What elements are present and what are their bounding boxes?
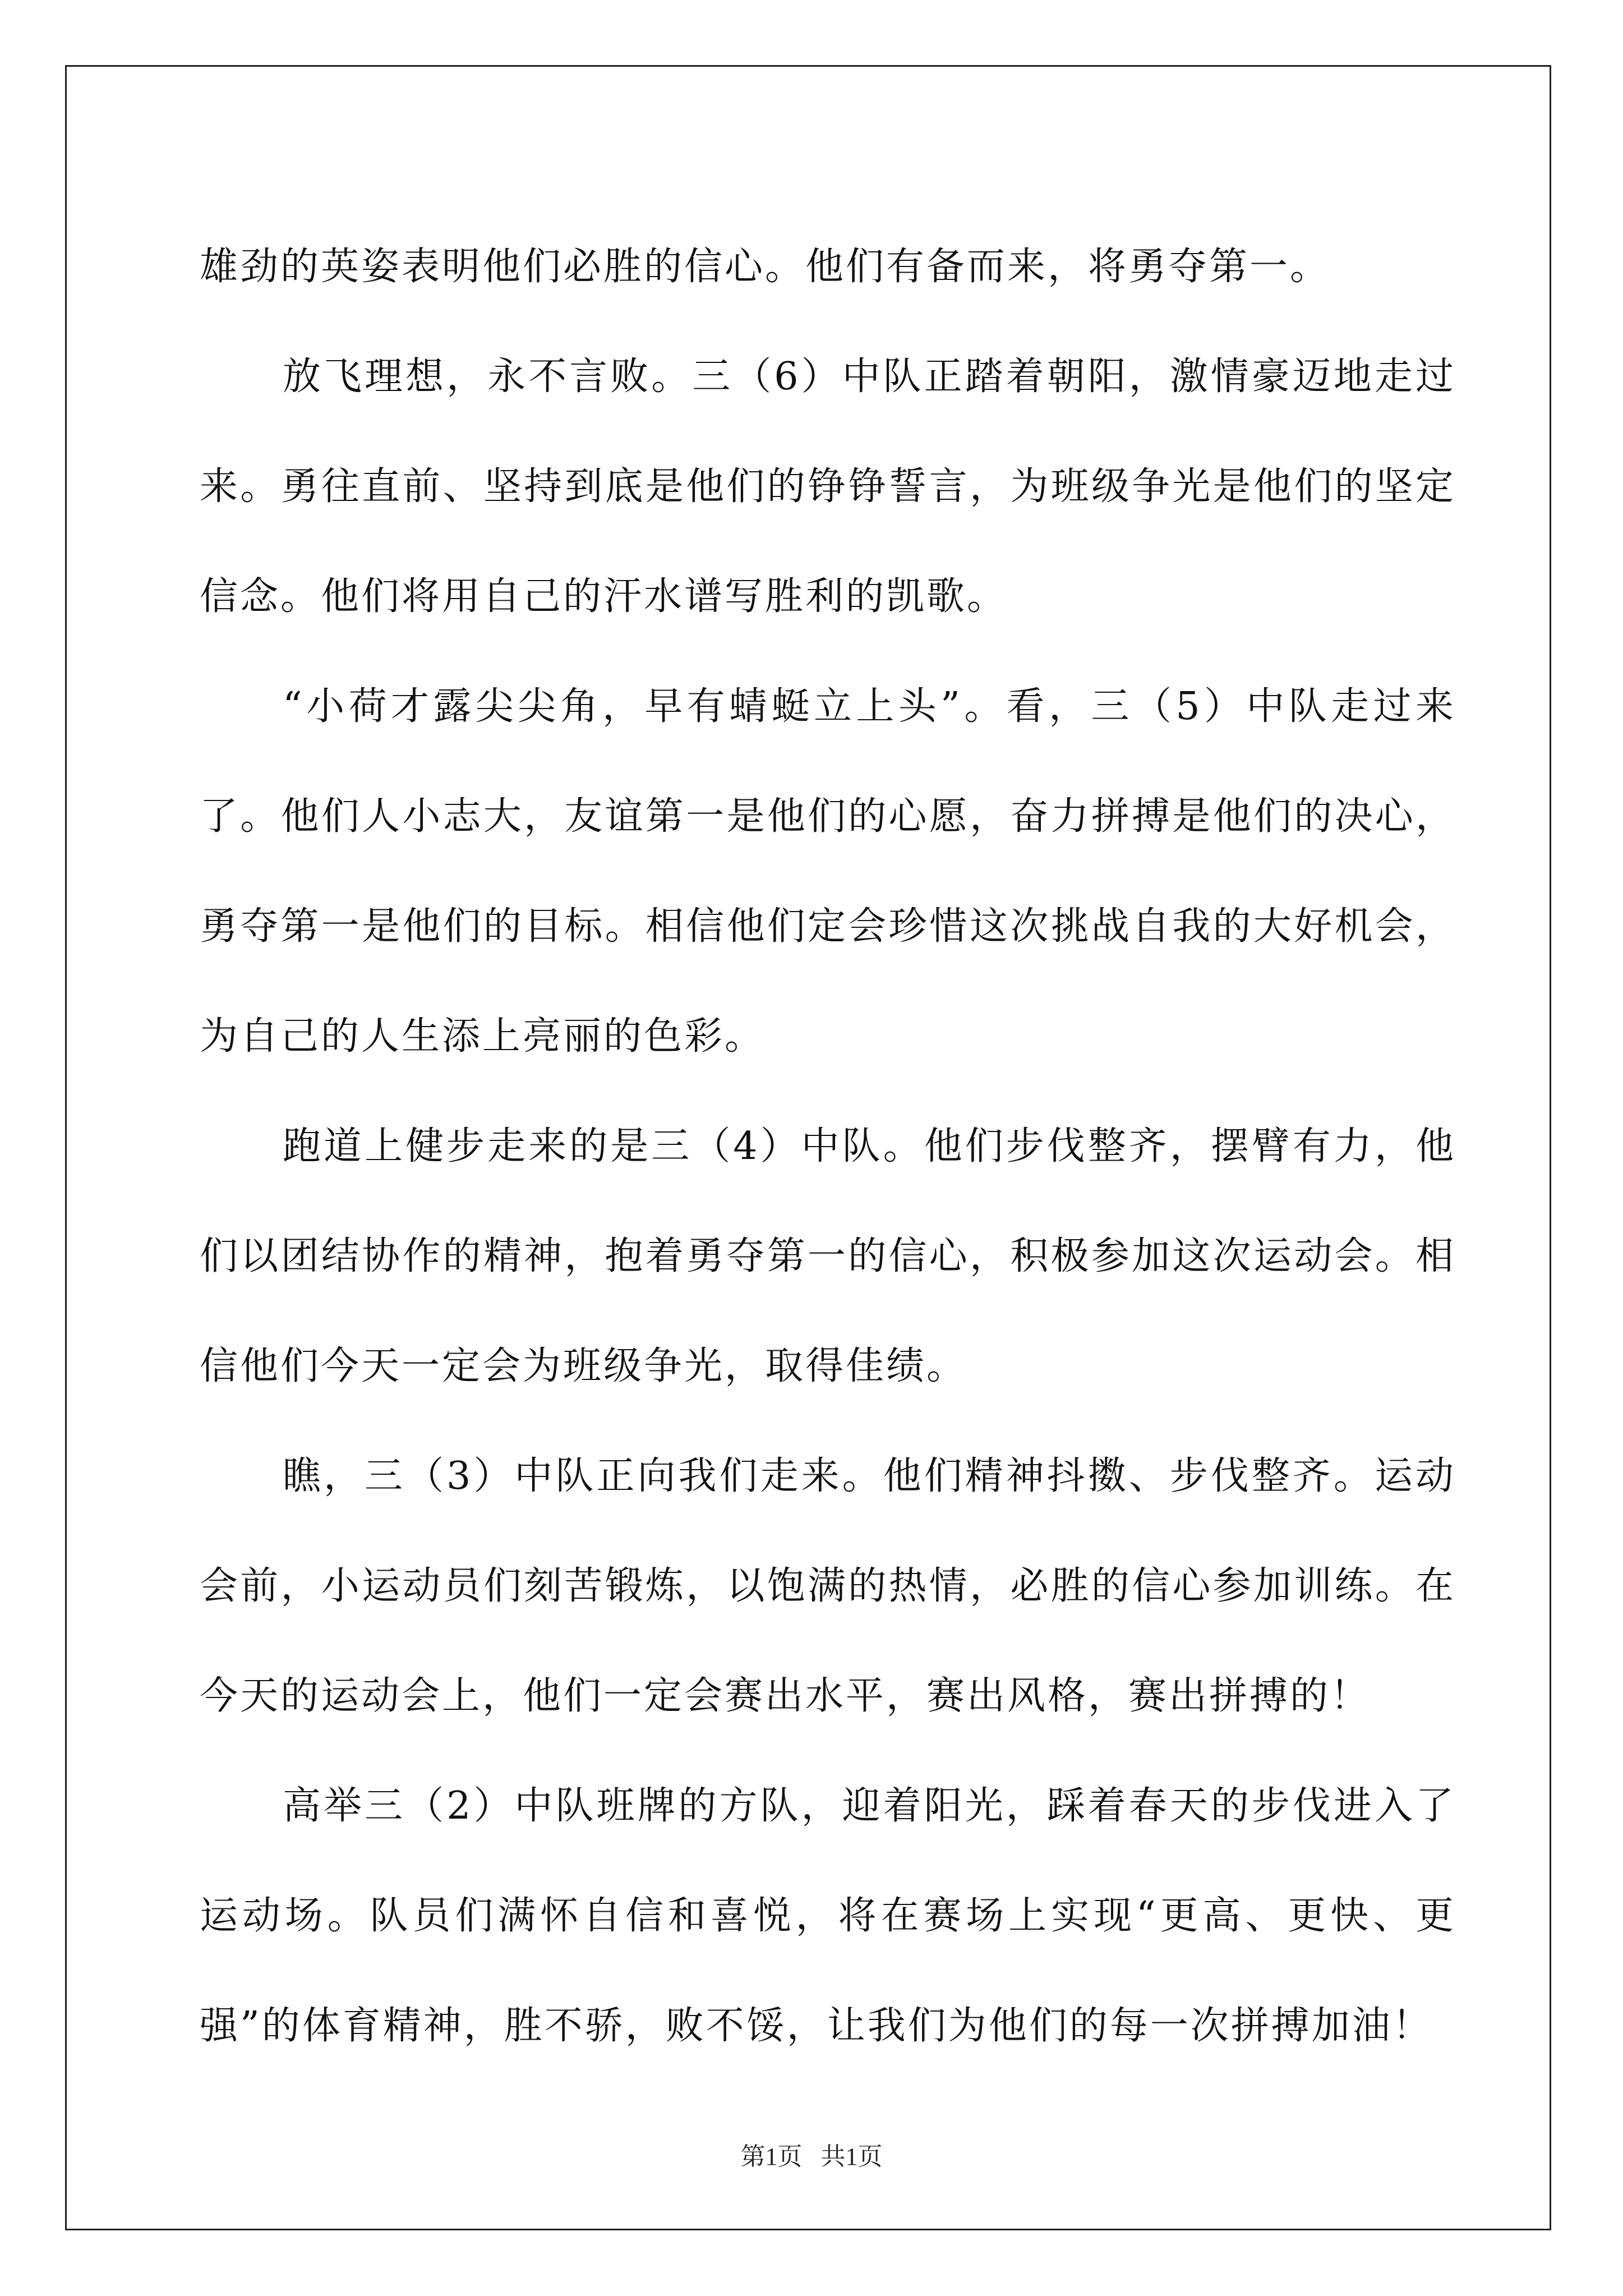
paragraph-5: 瞧，三（3）中队正向我们走来。他们精神抖擞、步伐整齐。运动会前，小运动员们刻苦锻炼，以饱满的热情，必胜的信心参加训练。在今天的运动会上，他们一定会赛出水平，赛出风格，赛出拼搏的！ (200, 1454, 1456, 1718)
paragraph-2: 放飞理想，永不言败。三（6）中队正踏着朝阳，激情豪迈地走过来。勇往直前、坚持到底是他们的铮铮誓言，为班级争光是他们的坚定信念。他们将用自己的汗水谱写胜利的凯歌。 (200, 355, 1456, 619)
paragraph-3: “小荷才露尖尖角，早有蜻蜓立上头”。看，三（5）中队走过来了。他们人小志大，友谊第一是他们的心愿，奋力拼搏是他们的决心，勇夺第一是他们的目标。相信他们定会珍惜这次挑战自我的大好机会，为自己的人生添上亮丽的色彩。 (200, 684, 1456, 1059)
paragraph-6: 高举三（2）中队班牌的方队，迎着阳光，踩着春天的步伐进入了运动场。队员们满怀自信和喜悦，将在赛场上实现“更高、更快、更强”的体育精神，胜不骄，败不馁，让我们为他们的每一次拼搏加油！ (200, 1784, 1456, 2048)
paragraph-1: 雄劲的英姿表明他们必胜的信心。他们有备而来，将勇夺第一。 (200, 245, 1331, 289)
paragraph-4: 跑道上健步走来的是三（4）中队。他们步伐整齐，摆臂有力，他们以团结协作的精神，抱着勇夺第一的信心，积极参加这次运动会。相信他们今天一定会为班级争光，取得佳绩。 (200, 1124, 1456, 1388)
document-body (200, 212, 1456, 2081)
page-number-footer: 第1页 共1页 (740, 2143, 883, 2170)
